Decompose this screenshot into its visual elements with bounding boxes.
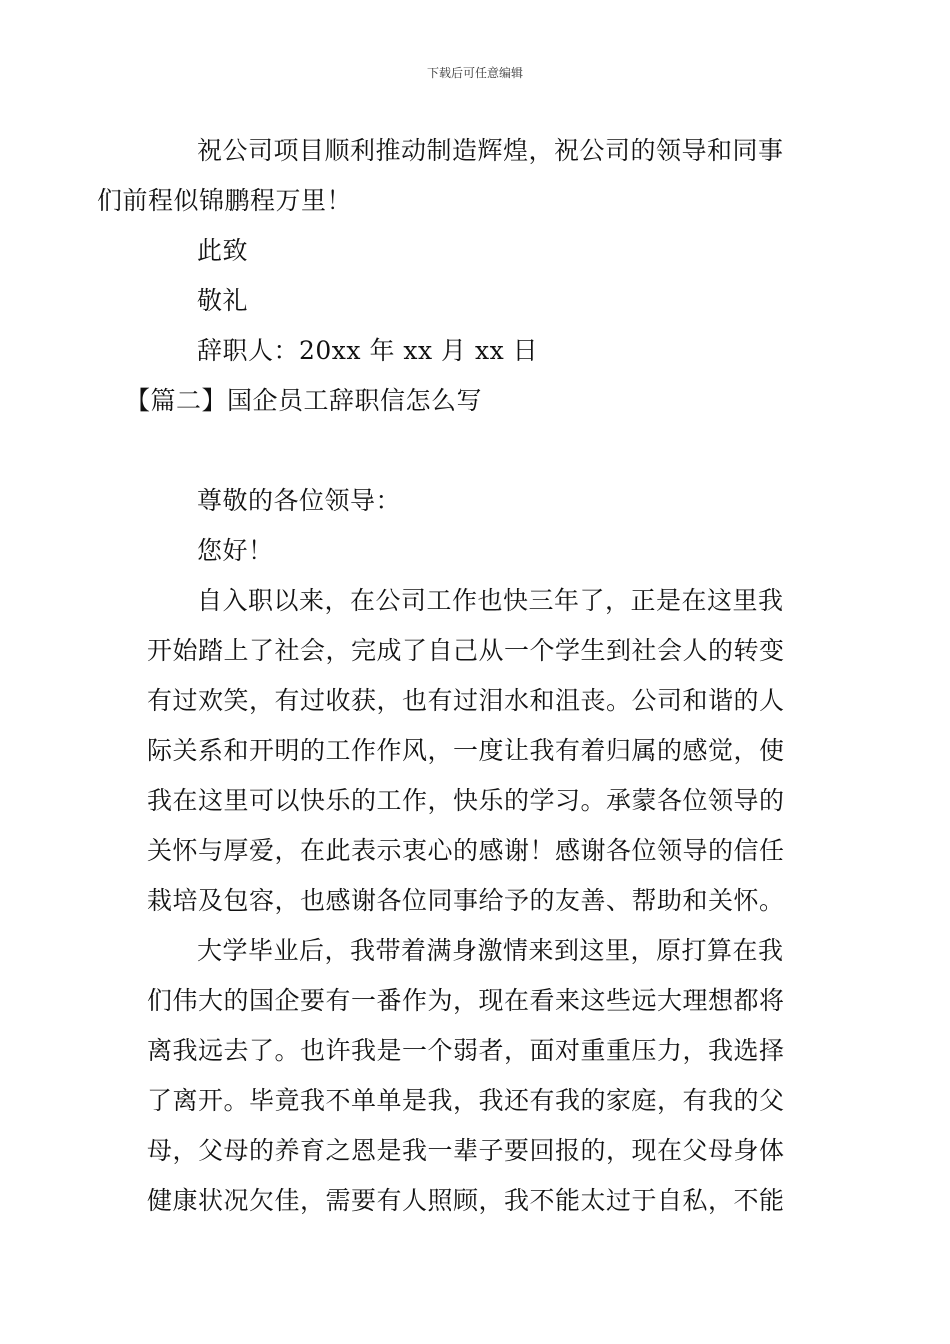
body-paragraph-1 <box>147 576 807 926</box>
closing-wish-paragraph <box>97 126 807 226</box>
text-line: 离我远去了。也许我是一个弱者，面对重重压力，我选择 <box>147 1036 785 1065</box>
page-header: 下载后可任意编辑 <box>426 66 523 80</box>
text-line: 了离开。毕竟我不单单是我，我还有我的家庭，有我的父 <box>147 1086 785 1115</box>
signature-line: 辞职人：20xx 年 xx 月 xx 日 <box>197 336 539 365</box>
text-line: 我在这里可以快乐的工作，快乐的学习。承蒙各位领导的 <box>147 786 785 815</box>
text-line: 栽培及包容，也感谢各位同事给予的友善、帮助和关怀。 <box>147 886 785 915</box>
text-line: 有过欢笑，有过收获，也有过泪水和沮丧。公司和谐的人 <box>147 686 785 715</box>
text-line: 自入职以来，在公司工作也快三年了，正是在这里我 <box>197 586 784 615</box>
document-body <box>97 126 807 1226</box>
salute-line-2: 敬礼 <box>197 286 249 315</box>
text-line: 关怀与厚爱，在此表示衷心的感谢！感谢各位领导的信任 <box>147 836 785 865</box>
greeting-line: 尊敬的各位领导： <box>197 486 402 515</box>
blank-spacer <box>147 426 807 476</box>
text-line: 们伟大的国企要有一番作为，现在看来这些远大理想都将 <box>147 986 785 1015</box>
text-line: 际关系和开明的工作作风，一度让我有着归属的感觉，使 <box>147 736 785 765</box>
text-line: 们前程似锦鹏程万里！ <box>97 186 353 215</box>
text-line: 大学毕业后，我带着满身激情来到这里，原打算在我 <box>197 936 784 965</box>
text-line: 母，父母的养育之恩是我一辈子要回报的，现在父母身体 <box>147 1136 785 1165</box>
text-line: 健康状况欠佳，需要有人照顾，我不能太过于自私，不能 <box>147 1186 785 1215</box>
text-line: 开始踏上了社会，完成了自己从一个学生到社会人的转变 <box>147 636 785 665</box>
body-paragraph-2 <box>147 926 807 1226</box>
section-title: 【篇二】国企员工辞职信怎么写 <box>125 386 483 415</box>
salute-line-1: 此致 <box>197 236 249 265</box>
hello-line: 您好！ <box>197 536 274 565</box>
text-line: 祝公司项目顺利推动制造辉煌，祝公司的领导和同事 <box>197 136 784 165</box>
